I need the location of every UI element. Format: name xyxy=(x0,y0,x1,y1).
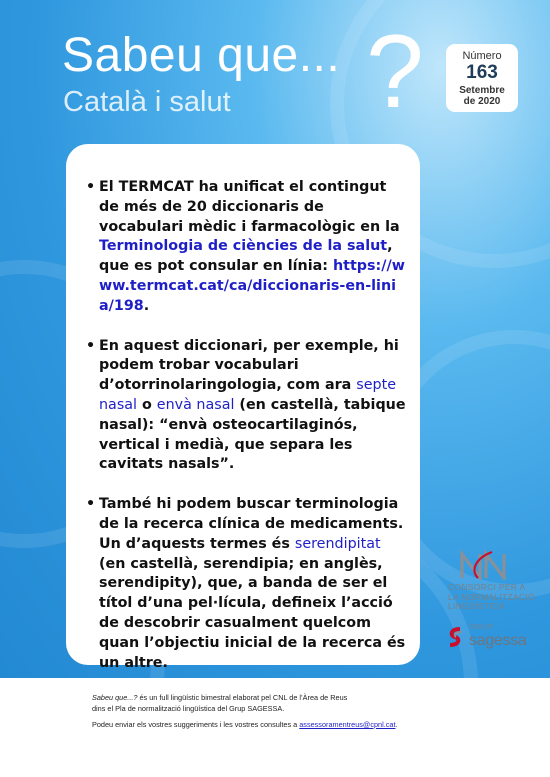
cpnl-mark-icon xyxy=(458,548,516,580)
term-enva-nasal-link[interactable]: envà nasal xyxy=(156,396,235,413)
cpnl-name: CONSORCI PER A LA NORMALITZACIÓ LINGÜÍSTICA xyxy=(448,582,535,612)
item-text: En aquest diccionari, per exemple, hi podem trobar vocabulari d’otorrinolaringologia, com ara xyxy=(99,337,399,394)
issue-label: Número xyxy=(462,50,502,62)
list-item xyxy=(86,495,408,673)
page-title: Sabeu que... xyxy=(62,29,341,82)
issue-month: Setembre xyxy=(459,84,505,96)
list-item xyxy=(86,337,408,476)
termcat-url-link[interactable]: https://www.termcat.cat/ca/diccionaris-en-linia/198 xyxy=(99,258,405,314)
bullet-icon: • xyxy=(86,496,96,513)
question-mark-icon: ? xyxy=(366,14,424,130)
item-text: (en castellà, serendipia; en anglès, serendipity), que, a banda de ser el títol d’una pel·lícula, defineix l’acció de descobrir casualment quelcom quan l’objectiu inicial de la recerca és un altre. xyxy=(99,555,406,671)
item-text: . xyxy=(143,297,150,314)
footer xyxy=(92,693,522,731)
footer-title: Sabeu que...? xyxy=(92,693,138,702)
issue-year: de 2020 xyxy=(463,96,501,108)
term-septe-nasal-link[interactable]: septe nasal xyxy=(99,377,397,413)
item-text: El TERMCAT ha unificat el contingut de més de 20 diccionaris de vocabulari mèdic i farmacològic en la xyxy=(99,179,400,235)
bullet-icon: • xyxy=(86,337,96,354)
item-text: , que es pot consular en línia: xyxy=(99,238,393,275)
footer-text: Podeu enviar els vostres suggeriments i les vostres consultes a xyxy=(92,720,300,729)
grup-label: GRUP xyxy=(470,624,495,631)
item-text: o xyxy=(137,396,157,413)
bullet-icon: • xyxy=(86,179,96,195)
cpnl-logo xyxy=(448,548,544,612)
footer-text: dins el Pla de normalització lingüística del Grup SAGESSA. xyxy=(92,703,285,713)
term-serendipitat-link[interactable]: serendipitat xyxy=(294,535,381,552)
page-subtitle: Català i salut xyxy=(63,86,231,118)
list-item xyxy=(86,178,408,317)
email-link[interactable]: assessoramentreus@cpnl.cat xyxy=(299,720,396,729)
footer-text: . xyxy=(395,720,398,729)
content-card xyxy=(66,144,420,671)
sagessa-logo xyxy=(444,622,544,654)
sagessa-mark-icon xyxy=(444,626,466,648)
issue-number: 163 xyxy=(466,62,498,83)
sagessa-label: sagessa xyxy=(469,632,527,649)
tips-list xyxy=(66,144,420,673)
issue-badge xyxy=(446,44,518,112)
footer-text: és un full lingüístic bimestral elaborat pel CNL de l’Àrea de Reus xyxy=(137,693,348,702)
item-text: (en castellà, tabique nasal): “envà osteocartilaginós, vertical i medià, que separa les cavitats nasals”. xyxy=(99,396,406,473)
terminology-link[interactable]: Terminologia de ciències de la salut xyxy=(99,238,388,255)
item-text: També hi podem buscar terminologia de la recerca clínica de medicaments. Un d’aquests termes és xyxy=(99,496,404,552)
